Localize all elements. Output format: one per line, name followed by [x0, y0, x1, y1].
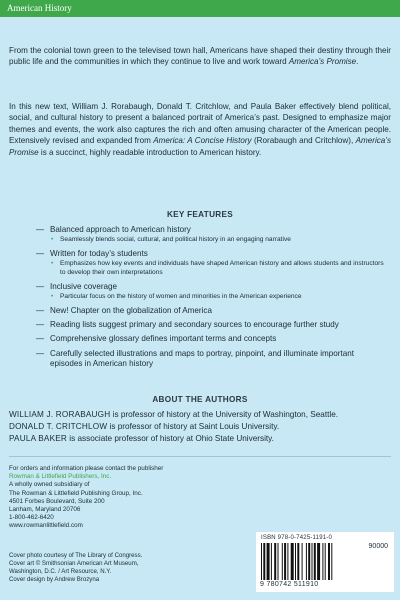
- feature-item: [36, 306, 386, 316]
- feature-text: Comprehensive glossary defines important terms and concepts: [50, 334, 277, 344]
- author-bio: is professor of history at Saint Louis University.: [107, 421, 280, 431]
- intro-p1-end: .: [356, 57, 359, 67]
- intro-p2-title-a: America: A Concise History: [153, 136, 252, 146]
- section-divider: [9, 456, 391, 457]
- cover-credits: [9, 552, 142, 584]
- header-bar: [0, 0, 400, 17]
- intro-p1-text: From the colonial town green to the televised town hall, Americans have shaped their destiny through their public life and the communities in which they continue to live and work toward: [9, 46, 391, 67]
- key-features-list: [36, 225, 386, 374]
- feature-text: Inclusive coverage: [50, 281, 118, 291]
- intro-p1-title: America’s Promise: [288, 57, 357, 67]
- intro-paragraph-1: [9, 45, 391, 68]
- credit-line: Washington, D.C. / Art Resource, N.Y.: [9, 567, 112, 575]
- dash-icon: —: [36, 249, 45, 258]
- feature-item: [36, 349, 386, 370]
- publisher-line: 4501 Forbes Boulevard, Suite 200: [9, 497, 105, 505]
- feature-subitem: [50, 293, 386, 302]
- authors-list: [9, 409, 391, 444]
- feature-subitem: [50, 260, 386, 277]
- publisher-website[interactable]: www.rowmanlittlefield.com: [9, 522, 83, 530]
- author-entry: [9, 409, 391, 421]
- dash-icon: —: [36, 305, 45, 315]
- barcode-digits: 9 780742 511910: [260, 581, 319, 588]
- feature-sub-text: Particular focus on the history of women and minorities in the American experience: [60, 293, 302, 300]
- feature-sub-text: Seamlessly blends social, cultural, and political history in an engaging narrative: [60, 236, 291, 244]
- header-label: American History: [7, 3, 72, 13]
- publisher-line: For orders and information please contact the publisher: [9, 465, 164, 472]
- isbn-label: ISBN 978-0-7425-1191-0: [261, 535, 332, 541]
- bullet-icon: •: [51, 293, 54, 300]
- intro-p2-text-b: (Rorabaugh and Critchlow),: [251, 136, 356, 146]
- dash-icon: —: [36, 225, 45, 234]
- author-name: DONALD T. CRITCHLOW: [9, 421, 108, 431]
- author-name: WILLIAM J. RORABAUGH: [9, 410, 111, 419]
- feature-text: New! Chapter on the globalization of America: [50, 305, 212, 315]
- author-bio: is associate professor of history at Ohio State University.: [67, 433, 274, 443]
- barcode-box: [256, 532, 394, 592]
- feature-item: [36, 320, 386, 330]
- publisher-name-link[interactable]: Rowman & Littlefield Publishers, Inc.: [9, 473, 112, 481]
- feature-sub-text: Emphasizes how key events and individuals have shaped American history and allows students and instructors to develop their own interpretations: [60, 260, 384, 276]
- author-entry: [9, 433, 391, 445]
- feature-item: [36, 249, 386, 278]
- bullet-icon: •: [51, 260, 54, 268]
- about-authors-title: ABOUT THE AUTHORS: [152, 395, 248, 404]
- dash-icon: —: [36, 281, 45, 291]
- intro-p2-title-b: America’s Promise: [9, 136, 391, 157]
- feature-item: [36, 334, 386, 344]
- publisher-phone: 1-800-462-6420: [9, 514, 54, 522]
- feature-text: Balanced approach to American history: [50, 225, 191, 234]
- credit-line: Cover photo courtesy of The Library of Congress.: [9, 552, 143, 559]
- key-features-title: KEY FEATURES: [166, 210, 234, 219]
- feature-text: Written for today’s students: [50, 249, 148, 258]
- feature-text: Carefully selected illustrations and maps to portray, pinpoint, and illuminate important episodes in American history: [50, 348, 354, 369]
- credit-line: Cover design by Andrew Brozyna: [9, 575, 100, 583]
- author-entry: [9, 421, 391, 433]
- bullet-icon: •: [51, 236, 54, 244]
- price-code: 90000: [368, 543, 388, 550]
- feature-text: Reading lists suggest primary and secondary sources to encourage further study: [50, 320, 339, 329]
- intro-p2-text: In this new text, William J. Rorabaugh, Donald T. Critchlow, and Paula Baker effectively blend political, social, and cultural history to present a balanced portrait of America’s past. Designed to emphasize major themes and events, the work also captures the rich and often amusing character of the American people. Extensively revised and expanded from: [9, 102, 391, 146]
- publisher-info: [9, 465, 163, 531]
- publisher-line: The Rowman & Littlefield Publishing Group, Inc.: [9, 489, 143, 497]
- publisher-line: Lanham, Maryland 20706: [9, 506, 81, 514]
- feature-subitem: [50, 236, 386, 245]
- author-bio: is professor of history at the University of Washington, Seattle.: [110, 410, 339, 419]
- dash-icon: —: [36, 334, 45, 344]
- intro-paragraph-2: [9, 101, 391, 158]
- publisher-line: A wholly owned subsidiary of: [9, 481, 90, 489]
- author-name: PAULA BAKER: [9, 433, 68, 443]
- feature-item: [36, 282, 386, 302]
- feature-item: [36, 225, 386, 245]
- dash-icon: —: [36, 348, 45, 358]
- intro-p2-end: is a succinct, highly readable introduction to American history.: [38, 147, 262, 157]
- dash-icon: —: [36, 320, 45, 329]
- credit-line: Cover art © Smithsonian American Art Museum,: [9, 559, 139, 567]
- barcode-icon: [261, 543, 361, 580]
